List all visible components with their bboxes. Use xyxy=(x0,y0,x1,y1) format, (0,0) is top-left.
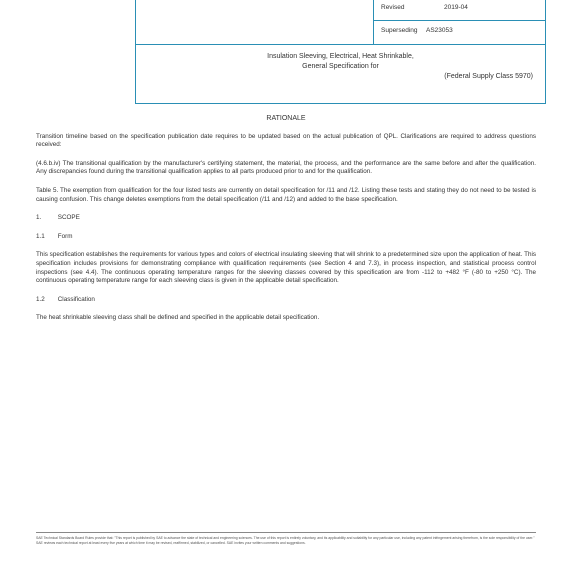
section-number: 1. xyxy=(36,214,42,222)
title-line-2: General Specification for xyxy=(302,63,379,70)
section-number: 1.2 xyxy=(36,295,45,303)
document-title xyxy=(136,52,545,82)
section-number: 1.1 xyxy=(36,232,45,240)
document-body xyxy=(36,115,536,333)
rationale-paragraph: Table 5. The exemption from qualification for the four listed tests are currently on detail specification for /11 and /12. Listing these tests and stating they do not need to be tested is causing confusion. This change deletes exemptions from the detail specification (/11 and /12) and added to the base specification. xyxy=(36,186,536,203)
section-heading-classification xyxy=(36,296,536,305)
footer-line: SAE Technical Standards Board Rules provide that: "This report is published by SAE to advance the state of technical and engineering sciences. The use of this report is entirely voluntary, and its applicability and suitability for any particular use, including any patent infringement arising therefrom, is the sole responsibility of the user." xyxy=(36,536,535,540)
footer-line: SAE reviews each technical report at least every five years at which time it may be revised, reaffirmed, stabilized, or cancelled. SAE invites your written comments and suggestions. xyxy=(36,541,306,545)
superseding-value: AS23053 xyxy=(426,27,453,34)
revised-label: Revised xyxy=(381,4,405,11)
revised-row xyxy=(374,0,546,20)
title-line-3: (Federal Supply Class 5970) xyxy=(444,73,533,80)
section-title: Classification xyxy=(57,295,95,303)
document-header xyxy=(135,0,546,104)
superseding-row xyxy=(374,20,546,45)
classification-paragraph: The heat shrinkable sleeving class shall be defined and specified in the applicable detail specification. xyxy=(36,314,320,322)
title-line-1: Insulation Sleeving, Electrical, Heat Shrinkable, xyxy=(267,53,414,60)
rationale-paragraph: (4.6.b.iv) The transitional qualification by the manufacturer's certifying statement, the material, the process, and the performance are the same before and after the qualification. Any discrepancies found during the transitional qualification applies to all parts produced prior to and for the qualification. xyxy=(36,159,536,176)
superseding-label: Superseding xyxy=(381,27,418,34)
section-title: Form xyxy=(57,232,73,240)
header-top-row xyxy=(136,0,545,45)
form-paragraph: This specification establishes the requirements for various types and colors of electrical insulating sleeving that will shrink to a predetermined size upon the application of heat. This specification includes provisions for demonstrating compliance with qualification requirements (see Section 4 and 7.3), in process inspection, and statistical process control inspections (see 4.4). The continuous operating temperature ranges for the sleeving classes covered by this specification are from -112 to +482 °F (-80 to +250 °C). The continuous operating temperature range for each sleeving class is given in the applicable detail specification. xyxy=(36,251,536,285)
rationale-paragraph: Transition timeline based on the specification publication date requires to be updated based on the actual publication of QPL. Clarifications are required to address questions received: xyxy=(36,132,536,149)
page-footer xyxy=(36,532,536,546)
section-heading-form xyxy=(36,233,536,242)
revision-info xyxy=(373,0,547,44)
section-title: SCOPE xyxy=(57,214,80,222)
revised-value: 2019-04 xyxy=(444,4,468,11)
section-heading-scope xyxy=(36,214,536,223)
rationale-heading: RATIONALE xyxy=(266,115,306,122)
